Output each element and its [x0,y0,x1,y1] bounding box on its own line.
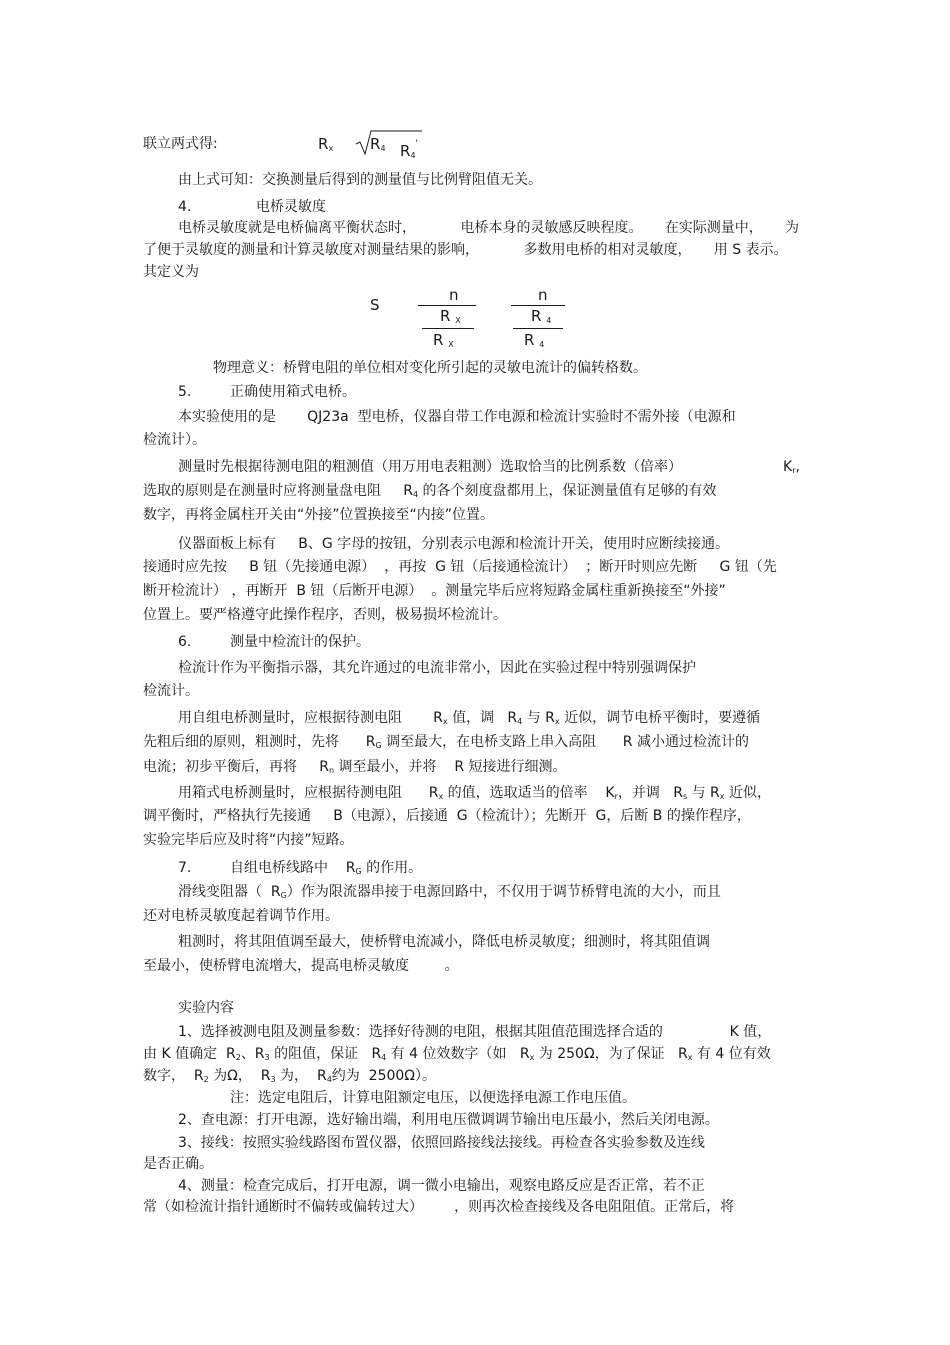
formula-lhs: $R_x$ [318,135,334,153]
p5b-kr: $K_r$, [783,459,800,475]
p5b-line-2: 选取的原则是在测量时应将测量盘电阻 $R_4$ 的各个刻度盘都用上，保证测量值有足够的有效 [143,483,717,499]
paragraph-exchange: 由上式可知：交换测量后得到的测量值与比例臂阻值无关。 [178,172,542,188]
p5a-line-2: 检流计）。 [143,432,206,448]
sensitivity-line-3: 其定义为 [143,264,199,280]
formula-label: 联立两式得: [143,136,218,152]
formula-rx-bot: R $_X$ [433,331,454,349]
paragraph-physical-meaning: 物理意义：桥臂电阻的单位相对变化所引起的灵敏电流计的偏转格数。 [213,360,647,376]
formula-r4-top: R $_4$ [531,307,552,325]
p7a-line-2: 还对电桥灵敏度起着调节作用。 [143,908,339,924]
c1-line-3: 数字， $R_2$ 为Ω， $R_3$ 为， $R_4$约为 2500Ω）。 [143,1068,437,1084]
c1-note: 注：选定电阻后，计算电阻额定电压，以便选择电源工作电压值。 [230,1090,636,1106]
content-title: 实验内容 [178,1000,234,1016]
section-4-number: 4. [178,199,192,215]
c1-line-2: 由 K 值确定 $R_2$、$R_3$ 的阻值，保证 $R_4$ 有 4 位效数字（如 $R_x$ 为 250Ω，为了保证 $R_x$ 有 4 位有效 [143,1046,771,1062]
p7a-line-1: 滑线变阻器（ $R_G$）作为限流器串接于电源回路中，不仅用于调节桥臂电流的大小，而且 [178,884,721,900]
c3-line-1: 3、接线：按照实验线路图布置仪器，依照回路接线法接线。再检查各实验参数及连线 [178,1135,705,1151]
p5b-line-1: 测量时先根据待测电阻的粗测值（用万用电表粗测）选取恰当的比例系数（倍率） [178,459,682,475]
p6c-line-1: 用箱式电桥测量时，应根据待测电阻 $R_x$ 的值，选取适当的倍率 $K_r$，并调 $R_s$ 与 $R_x$ 近似， [178,785,771,801]
p5c-line-2: 接通时应先按 B 钮（先接通电源） ，再按 G 钮（后接通检流计） ；断开时则应先断 G 钮（先 [143,559,777,575]
c4-line-1: 4、测量：检查完成后，打开电源，调一微小电输出，观察电路反应是否正常，若不正 [178,1178,705,1194]
section-6-title: 测量中检流计的保护。 [230,634,370,650]
sensitivity-line-2: 了便于灵敏度的测量和计算灵敏度对测量结果的影响， 多数用电桥的相对灵敏度， 用 S 表示。 [143,242,788,258]
c4-line-2: 常（如检流计指针通断时不偏转或偏转过大） ，则再次检查接线及各电阻阻值。正常后，将 [143,1199,735,1215]
p6a-line-1: 检流计作为平衡指示器，其允许通过的电流非常小，因此在实验过程中特别强调保护 [178,660,696,676]
sensitivity-line-1: 电桥灵敏度就是电桥偏离平衡状态时， 电桥本身的灵敏感反映程度。 在实际测量中， 为 [178,220,800,236]
section-7-title: 自组电桥线路中 $R_G$ 的作用。 [230,860,423,876]
formula-r4-bot: R $_4$ [524,331,545,349]
p6c-line-2: 调平衡时，严格执行先接通 B（电源），后接通 G（检流计）；先断开 G，后断 B 的操作程序， [143,808,751,824]
section-7-number: 7. [178,860,192,876]
c1-line-1: 1、选择被测电阻及测量参数：选择好待测的电阻，根据其阻值范围选择合适的 K 值， [178,1024,772,1040]
p5c-line-3: 断开检流计） ，再断开 B 钮（后断开电源） 。测量完毕后应将短路金属柱重新换接至“外接” [143,583,726,599]
fraction-bar-outer-2 [511,305,565,306]
formula-n1: n [449,286,459,304]
p6b-line-3: 电流；初步平衡后，再将 $R_n$ 调至最小，并将 R 短接进行细测。 [143,759,567,775]
fraction-bar-outer-1 [418,305,476,306]
p6a-line-2: 检流计。 [143,683,199,699]
p6b-line-2: 先粗后细的原则，粗测时，先将 $R_G$ 调至最大，在电桥支路上串入高阻 R 减小通过检流计的 [143,734,749,750]
p7b-line-2: 至最小，使桥臂电流增大，提高电桥灵敏度 。 [143,958,459,974]
formula-r4-a: $R_4$ [370,135,386,153]
p5b-line-3: 数字，再将金属柱开关由“外接”位置换接至“内接”位置。 [143,507,495,523]
fraction-bar-inner-1 [422,328,474,329]
section-5-title: 正确使用箱式电桥。 [230,384,356,400]
p5a-line-1: 本实验使用的是 QJ23a 型电桥，仪器自带工作电源和检流计实验时不需外接（电源和 [178,409,736,425]
c3-line-2: 是否正确。 [143,1156,213,1172]
formula-rx-top: R $_X$ [440,307,461,325]
section-4-title: 电桥灵敏度 [256,199,326,215]
formula-r4-b: $R_4'$ [400,139,419,160]
p5c-line-4: 位置上。要严格遵守此操作程序，否则，极易损坏检流计。 [143,607,507,623]
section-5-number: 5. [178,384,192,400]
p5c-line-1: 仪器面板上标有 B、G 字母的按钮，分别表示电源和检流计开关，使用时应断续接通。 [178,536,730,552]
c2-line: 2、查电源：打开电源，选好输出端，利用电压微调调节输出电压最小，然后关闭电源。 [178,1112,719,1128]
p6c-line-3: 实验完毕后应及时将“内接”短路。 [143,832,354,848]
formula-n2: n [538,286,548,304]
fraction-bar-inner-2 [513,328,563,329]
p7b-line-1: 粗测时，将其阻值调至最大，使桥臂电流减小，降低电桥灵敏度；细测时，将其阻值调 [178,934,710,950]
formula-s: S [370,296,380,314]
section-6-number: 6. [178,634,192,650]
p6b-line-1: 用自组电桥测量时，应根据待测电阻 $R_x$ 值，调 $R_4$ 与 $R_x$ 近似，调节电桥平衡时，要遵循 [178,710,761,726]
